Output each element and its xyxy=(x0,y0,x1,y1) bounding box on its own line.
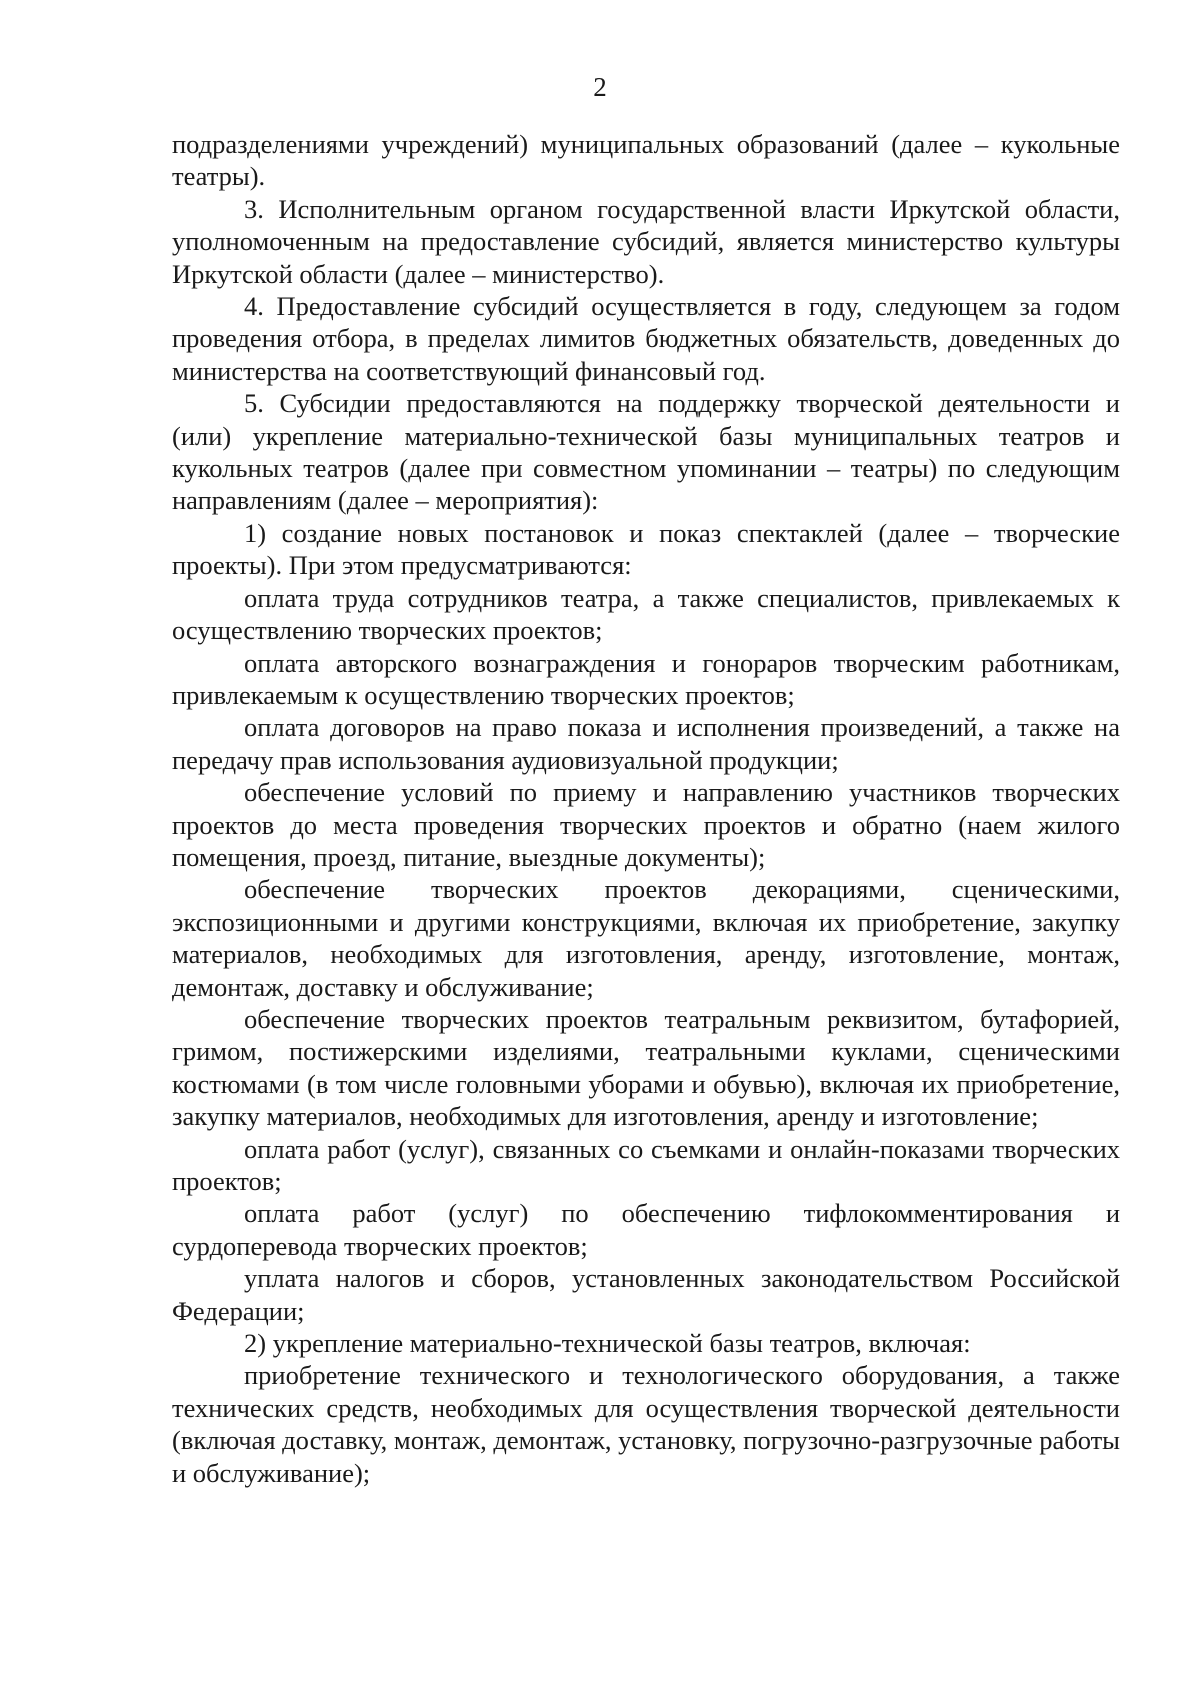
sub-item-filming-online: оплата работ (услуг), связанных со съемками и онлайн-показами творческих проектов; xyxy=(172,1133,1120,1196)
sub-item-staff-payment: оплата труда сотрудников театра, а также специалистов, привлекаемых к осуществлению творческих проектов; xyxy=(172,582,1120,646)
sub-item-audio-description-sign: оплата работ (услуг) по обеспечению тифлокомментирования и сурдоперевода творческих проектов; xyxy=(172,1198,1120,1261)
list-item-2-material-base: 2) укрепление материально-технической базы театров, включая: xyxy=(244,1328,971,1359)
document-body xyxy=(172,128,1120,1489)
paragraph-4-subsidy-timing: 4. Предоставление субсидий осуществляется в году, следующем за годом проведения отбора, в пределах лимитов бюджетных обязательств, доведенных до министерства на соответствующий финансовый год. xyxy=(172,291,1120,386)
sub-item-equipment: приобретение технического и технологического оборудования, а также технических средств, необходимых для осуществления творческой деятельности (включая доставку, монтаж, демонтаж, установку, погрузочно-разгрузочные работы и обслуживание); xyxy=(172,1360,1120,1488)
sub-item-participant-logistics: обеспечение условий по приему и направлению участников творческих проектов до места проведения творческих проектов и обратно (наем жилого помещения, проезд, питание, выездные документы); xyxy=(172,777,1120,872)
sub-item-performance-rights: оплата договоров на право показа и исполнения произведений, а также на передачу прав использования аудиовизуальной продукции; xyxy=(172,712,1120,775)
sub-item-props-costumes: обеспечение творческих проектов театральным реквизитом, бутафорией, гримом, постижерскими изделиями, театральными куклами, сценическими костюмами (в том числе головными уборами и обувью), включая их приобретение, закупку материалов, необходимых для изготовления, аренду и изготовление; xyxy=(172,1003,1120,1132)
page-number: 2 xyxy=(593,72,607,102)
list-item-1-creative-projects: 1) создание новых постановок и показ спектаклей (далее – творческие проекты). При этом предусматриваются: xyxy=(172,517,1120,581)
paragraph-3-executive-authority: 3. Исполнительным органом государственной власти Иркутской области, уполномоченным на предоставление субсидий, является министерство культуры Иркутской области (далее – министерство). xyxy=(172,193,1120,289)
sub-item-scenery: обеспечение творческих проектов декорациями, сценическими, экспозиционными и другими конструкциями, включая их приобретение, закупку материалов, необходимых для изготовления, аренду, изготовление, монтаж, демонтаж, доставку и обслуживание; xyxy=(172,874,1120,1002)
paragraph-5-subsidy-directions: 5. Субсидии предоставляются на поддержку творческой деятельности и (или) укрепление материально-технической базы муниципальных театров и кукольных театров (далее при совместном упоминании – театры) по следующим направлениям (далее – мероприятия): xyxy=(172,388,1120,516)
sub-item-taxes: уплата налогов и сборов, установленных законодательством Российской Федерации; xyxy=(172,1263,1120,1326)
sub-item-author-fees: оплата авторского вознаграждения и гонораров творческим работникам, привлекаемым к осуществлению творческих проектов; xyxy=(172,647,1120,710)
paragraph-continuation: подразделениями учреждений) муниципальных образований (далее – кукольные театры). xyxy=(172,129,1120,192)
